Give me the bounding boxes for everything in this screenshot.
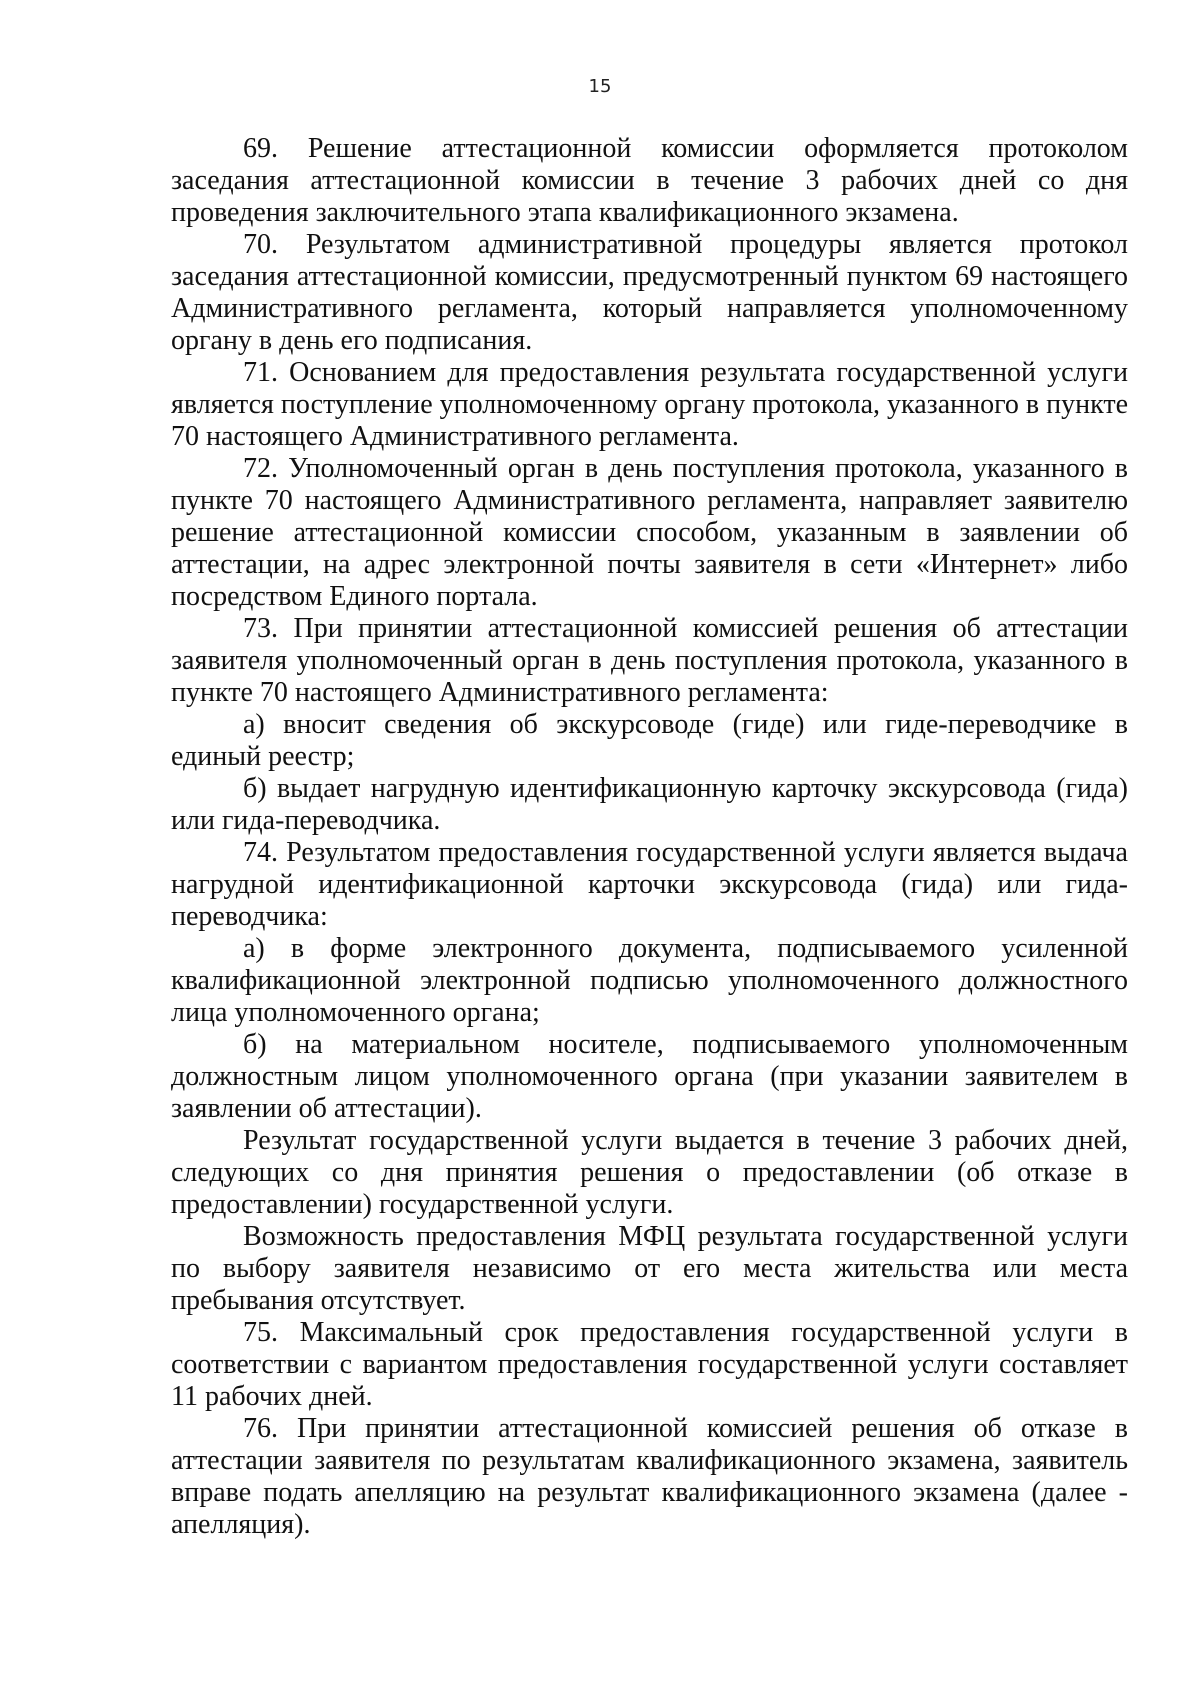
paragraph-73-item-a: а) вносит сведения об экскурсоводе (гиде) или гиде-переводчике в единый реестр; <box>171 709 1128 772</box>
paragraph-70: 70. Результатом административной процедуры является протокол заседания аттестационной комиссии, предусмотренный пунктом 69 настоящего Административного регламента, который направляется уполномоченному органу в день его подписания. <box>171 229 1128 356</box>
paragraph-74-result-term: Результат государственной услуги выдается в течение 3 рабочих дней, следующих со дня принятия решения о предоставлении (об отказе в предоставлении) государственной услуги. <box>171 1125 1128 1220</box>
paragraph-71: 71. Основанием для предоставления результата государственной услуги является поступление уполномоченному органу протокола, указанного в пункте 70 настоящего Административного регламента. <box>171 357 1128 452</box>
paragraph-76: 76. При принятии аттестационной комиссией решения об отказе в аттестации заявителя по результатам квалификационного экзамена, заявитель вправе подать апелляцию на результат квалификационного экзамена (далее - апелляция). <box>171 1413 1128 1540</box>
paragraph-73: 73. При принятии аттестационной комиссией решения об аттестации заявителя уполномоченный орган в день поступления протокола, указанного в пункте 70 настоящего Административного регламента: <box>171 613 1128 708</box>
paragraph-74-item-a: а) в форме электронного документа, подписываемого усиленной квалификационной электронной подписью уполномоченного должностного лица уполномоченного органа; <box>171 933 1128 1028</box>
paragraph-74-mfc: Возможность предоставления МФЦ результата государственной услуги по выбору заявителя независимо от его места жительства или места пребывания отсутствует. <box>171 1221 1128 1316</box>
paragraph-74: 74. Результатом предоставления государственной услуги является выдача нагрудной идентификационной карточки экскурсовода (гида) или гида-переводчика: <box>171 837 1128 932</box>
paragraph-73-item-b: б) выдает нагрудную идентификационную карточку экскурсовода (гида) или гида-переводчика. <box>171 773 1128 836</box>
page-number: 15 <box>588 76 612 97</box>
paragraph-75: 75. Максимальный срок предоставления государственной услуги в соответствии с вариантом предоставления государственной услуги составляет 11 рабочих дней. <box>171 1317 1128 1412</box>
document-body <box>171 133 1128 1541</box>
paragraph-74-item-b: б) на материальном носителе, подписываемого уполномоченным должностным лицом уполномоченного органа (при указании заявителем в заявлении об аттестации). <box>171 1029 1128 1124</box>
paragraph-72: 72. Уполномоченный орган в день поступления протокола, указанного в пункте 70 настоящего Административного регламента, направляет заявителю решение аттестационной комиссии способом, указанным в заявлении об аттестации, на адрес электронной почты заявителя в сети «Интернет» либо посредством Единого портала. <box>171 453 1128 612</box>
paragraph-69: 69. Решение аттестационной комиссии оформляется протоколом заседания аттестационной комиссии в течение 3 рабочих дней со дня проведения заключительного этапа квалификационного экзамена. <box>171 133 1128 228</box>
